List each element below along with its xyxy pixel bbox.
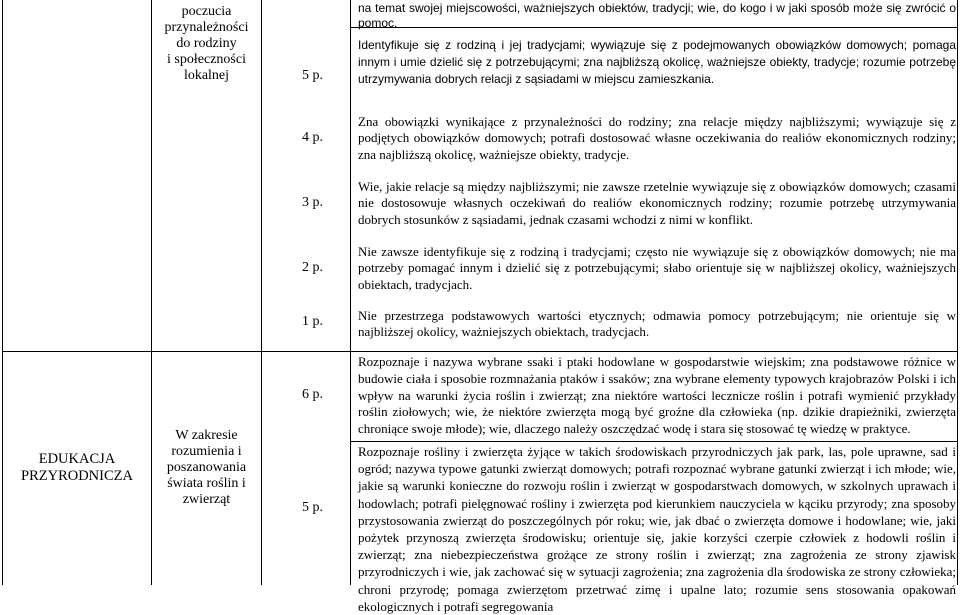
subject-cell-nature	[2, 351, 152, 585]
grade-column	[262, 0, 351, 351]
subject-cell-empty	[2, 0, 152, 351]
criteria-text-3: Wie, jakie relacje są między najbliższymi; nie zawsze rzetelnie wywiązuje się z obowiązków domowych; czasami nie dostosowuje własnych oczekiwań do realiów ekonomicznych rodziny; rozumie potrzebę utrzymywania dobrych stosunków z sąsiadami, jednak czasami wchodzi z nimi w konflikt.	[358, 179, 956, 227]
criteria-text-5: Identyfikuje się z rodziną i jej tradycjami; wywiązuje się z podejmowanych obowiązków domowych; pomaga innym i umie dzielić się z potrzebującymi; zna najbliższą okolicę, ważniejsze obiekty, tradycje; rozumie potrzebę utrzymywania dobrych relacji z sąsiadami w miejscu zamieszkania.	[358, 38, 956, 86]
area-cell-family	[152, 0, 262, 110]
criteria-text-2: Nie zawsze identyfikuje się z rodziną i tradycjami; często nie wywiązuje się z obowiązków domowych; nie ma potrzeby pomagać innym i dzielić się z potrzebującymi; słabo orientuje się w najbliższej okolicy, ważniejszych obiektach, tradycjach.	[358, 244, 956, 292]
area-label-nature: W zakresie rozumienia i poszanowania świata roślin i zwierząt	[166, 428, 247, 507]
grade-4-family: 4 p.	[302, 130, 323, 145]
grade-3-family: 3 p.	[302, 195, 323, 210]
grade-1-family: 1 p.	[302, 314, 323, 329]
grade-5-family: 5 p.	[302, 68, 323, 83]
criteria-text-6-nature: Rozpoznaje i nazywa wybrane ssaki i ptaki hodowlane w gospodarstwie wiejskim; zna podstawowe różnice w budowie ciała i sposobie rozmnażania ptaków i ssaków; zna wybrane elementy typowych krajobrazów Polski i ich wpływ na warunki życia roślin i zwierząt; zna niektóre wartości lecznicze roślin i potrafi wymienić przykłady roślin ziołowych; wie, że niektóre zwierzęta mogą być groźne dla człowieka (np. dzikie drapieżniki, zwierzęta chroniące swoje młode); wie, dlaczego należy oszczędzać wodę i stara się stosować tę wiedzę w praktyce.	[358, 354, 956, 437]
area-label-family: poczucia przynależności do rodziny i społeczności lokalnej	[164, 4, 249, 83]
grade-5-nature: 5 p.	[302, 500, 323, 515]
area-cell-nature	[152, 351, 262, 585]
grade-6-nature: 6 p.	[302, 387, 323, 402]
criteria-text-1: Nie przestrzega podstawowych wartości etycznych; odmawia pomocy potrzebującym; nie orientuje się w najbliższej okolicy, ważniejszych obiektach, tradycjach.	[358, 308, 956, 340]
subject-label-nature: EDUKACJA PRZYRODNICZA	[21, 451, 133, 484]
grade-2-family: 2 p.	[302, 260, 323, 275]
area-cell-family-cont	[152, 110, 262, 351]
row-divider	[351, 441, 958, 442]
criteria-text-cont: na temat swojej miejscowości, ważniejszych obiektów, tradycji; wie, do kogo i w jaki sposób może się zwrócić o pomoc.	[358, 1, 956, 30]
criteria-text-4: Zna obowiązki wynikające z przynależności do rodziny; zna relacje między najbliższymi; wywiązuje się z podjętych obowiązków domowych; potrafi dostosować własne oczekiwania do realiów ekonomicznych rodziny; zna najbliższą okolicę, ważniejsze obiekty, tradycje.	[358, 114, 956, 162]
criteria-text-5-nature: Rozpoznaje rośliny i zwierzęta żyjące w takich środowiskach przyrodniczych jak park, las, pole uprawne, sad i ogród; nazywa typowe gatunki zwierząt domowych; potrafi rozpoznać wybrane gatunki zwierząt i ich młode; wie, jakie są warunki konieczne do rozwoju roślin i zwierząt w gospodarstwach domowych, w szkolnych uprawach i hodowlach; potrafi pielęgnować rośliny i zwierzęta pod kierunkiem nauczyciela w kąciku przyrody; zna sposoby przystosowania zwierząt do poszczególnych pór roku; wie, jak dbać o zwierzęta domowe i hodowlane; wie, jaki pożytek przynoszą zwierzęta środowisku; orientuje się, jakie korzyści czerpie człowiek z hodowli roślin i zwierząt; zna niebezpieczeństwa grożące ze strony roślin i zwierząt; zna zagrożenia ze strony zjawisk przyrodniczych i wie, jak zachować się w sytuacji zagrożenia; zna zagrożenia dla środowiska ze strony człowieka; chroni przyrodę; pomaga zwierzętom przetrwać zimę i upalne lato; rozumie sens stosowania opakowań ekologicznych i potrafi segregowania	[358, 444, 956, 614]
